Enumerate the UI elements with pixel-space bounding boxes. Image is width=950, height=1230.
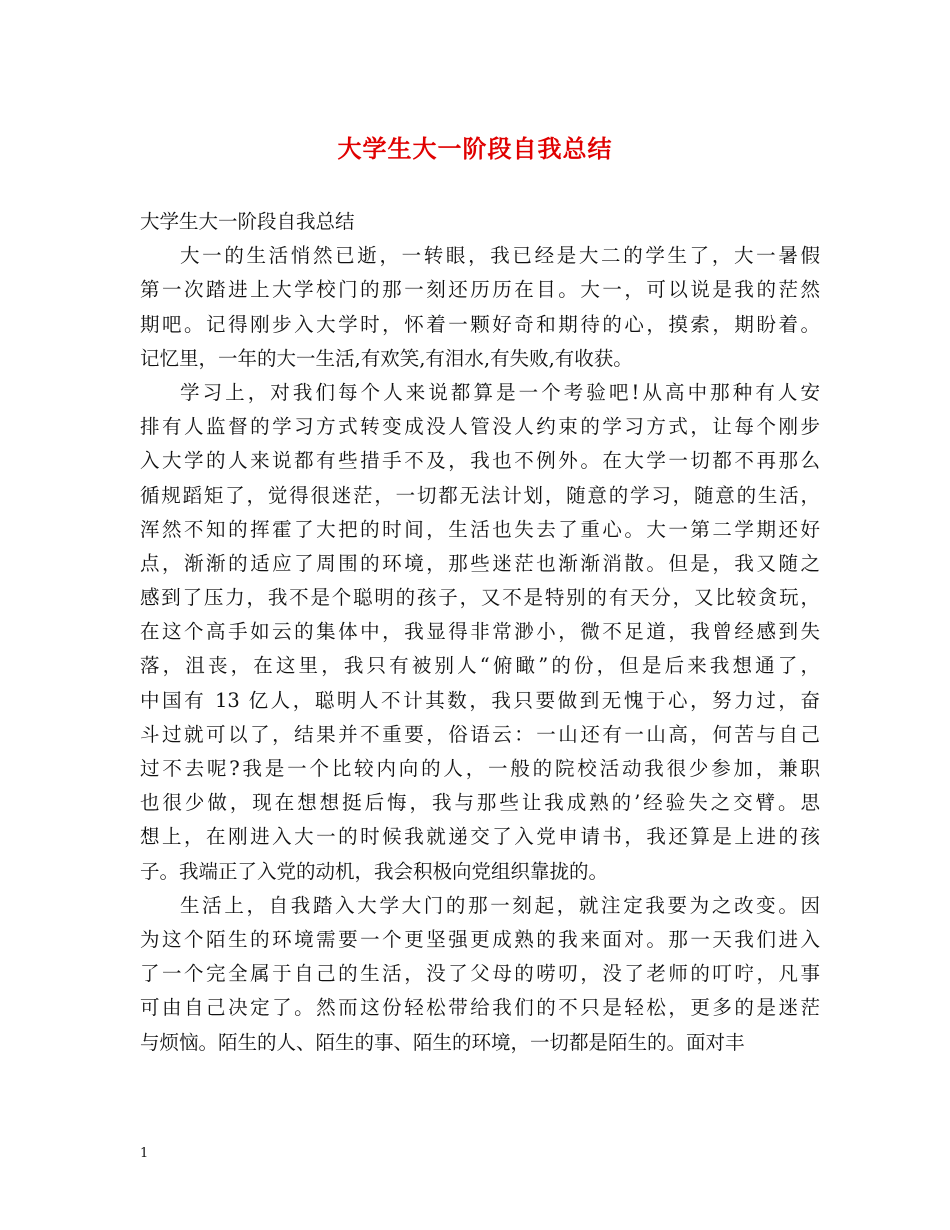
text-line: 点，渐渐的适应了周围的环境，那些迷茫也渐渐消散。但是，我又随之 xyxy=(140,551,820,575)
text-line: 在这个高手如云的集体中，我显得非常渺小，微不足道，我曾经感到失 xyxy=(140,620,820,644)
text-line: 子。我端正了入党的动机，我会积极向党组织靠拢的。 xyxy=(140,859,609,883)
document-body xyxy=(140,205,820,1060)
text-line: 大一的生活悄然已逝，一转眼，我已经是大二的学生了，大一暑假 xyxy=(180,244,820,268)
paragraph xyxy=(140,889,820,1060)
text-line: 期吧。记得刚步入大学时，怀着一颗好奇和期待的心，摸索，期盼着。 xyxy=(140,312,820,336)
document-title: 大学生大一阶段自我总结 xyxy=(337,134,613,163)
text-line: 了一个完全属于自己的生活，没了父母的唠叨，没了老师的叮咛，凡事 xyxy=(140,962,820,986)
text-line: 记忆里，一年的大一生活,有欢笑,有泪水,有失败,有收获。 xyxy=(140,346,633,370)
text-line: 为这个陌生的环境需要一个更坚强更成熟的我来面对。那一天我们进入 xyxy=(140,927,820,951)
text-line: 与烦恼。陌生的人、陌生的事、陌生的环境，一切都是陌生的。面对丰 xyxy=(140,1030,745,1054)
text-line: 过不去呢?我是一个比较内向的人，一般的院校活动我很少参加，兼职 xyxy=(140,757,820,781)
text-line: 浑然不知的挥霍了大把的时间，生活也失去了重心。大一第二学期还好 xyxy=(140,517,820,541)
paragraph xyxy=(140,239,820,376)
text-line: 学习上，对我们每个人来说都算是一个考验吧!从高中那种有人安 xyxy=(180,380,820,404)
text-line: 想上，在刚进入大一的时候我就递交了入党申请书，我还算是上进的孩 xyxy=(140,825,820,849)
paragraph-list xyxy=(140,239,820,1060)
text-line: 感到了压力，我不是个聪明的孩子，又不是特别的有天分，又比较贪玩， xyxy=(140,586,820,610)
text-line: 也很少做，现在想想挺后悔，我与那些让我成熟的’经验失之交臂。思 xyxy=(140,791,820,815)
text-line: 可由自己决定了。然而这份轻松带给我们的不只是轻松，更多的是迷茫 xyxy=(140,996,820,1020)
text-line: 入大学的人来说都有些措手不及，我也不例外。在大学一切都不再那么 xyxy=(140,449,820,473)
text-line: 中国有 13 亿人，聪明人不计其数，我只要做到无愧于心，努力过，奋 xyxy=(140,688,820,712)
page-number: 1 xyxy=(140,1146,149,1161)
text-line: 落，沮丧，在这里，我只有被别人“俯瞰”的份，但是后来我想通了， xyxy=(140,654,820,678)
text-line: 生活上，自我踏入大学大门的那一刻起，就注定我要为之改变。因 xyxy=(180,893,820,917)
text-line: 第一次踏进上大学校门的那一刻还历历在目。大一，可以说是我的茫然 xyxy=(140,278,820,302)
text-line: 循规蹈矩了，觉得很迷茫，一切都无法计划，随意的学习，随意的生活， xyxy=(140,483,820,507)
document-subtitle: 大学生大一阶段自我总结 xyxy=(140,210,355,233)
text-line: 斗过就可以了，结果并不重要，俗语云：一山还有一山高，何苦与自己 xyxy=(140,722,820,746)
text-line: 排有人监督的学习方式转变成没人管没人约束的学习方式，让每个刚步 xyxy=(140,415,820,439)
paragraph xyxy=(140,376,820,889)
